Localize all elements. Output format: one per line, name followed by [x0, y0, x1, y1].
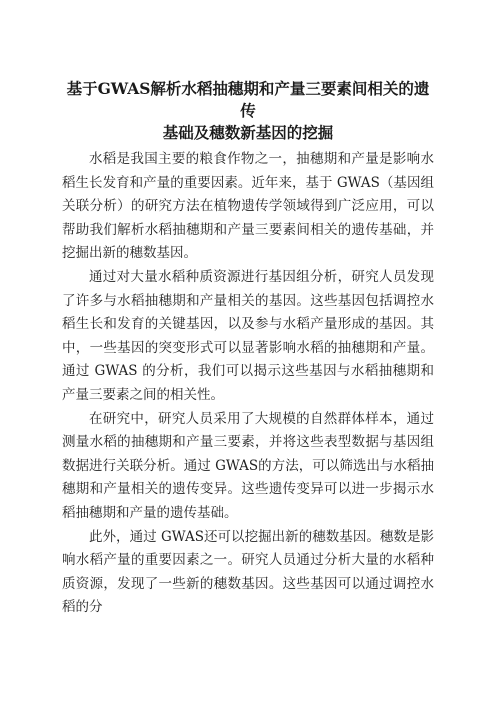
- title-line-1: 基于GWAS解析水稻抽穗期和产量三要素间相关的遗传: [66, 79, 430, 120]
- document-title: [60, 78, 436, 144]
- paragraph-3: 在研究中，研究人员采用了大规模的自然群体样本，通过测量水稻的抽穗期和产量三要素，并将这些表型数据与基因组数据进行关联分析。通过 GWAS的方法，可以筛选出与水稻抽穗期和产量相关的遗传变异。这些遗传变异可以进一步揭示水稻抽穗期和产量的遗传基础。: [62, 410, 434, 521]
- title-line-2: 基础及穗数新基因的挖掘: [162, 123, 334, 142]
- paragraph-4: 此外，通过 GWAS还可以挖掘出新的穗数基因。穗数是影响水稻产量的重要因素之一。研究人员通过分析大量的水稻种质资源，发现了一些新的穗数基因。这些基因可以通过调控水稻的分: [62, 528, 434, 616]
- paragraph-2: 通过对大量水稻种质资源进行基因组分析，研究人员发现了许多与水稻抽穗期和产量相关的基因。这些基因包括调控水稻生长和发育的关键基因，以及参与水稻产量形成的基因。其中，一些基因的突变形式可以显著影响水稻的抽穗期和产量。通过 GWAS 的分析，我们可以揭示这些基因与水稻抽穗期和产量三要素之间的相关性。: [62, 268, 434, 403]
- paragraph-1: 水稻是我国主要的粮食作物之一，抽穗期和产量是影响水稻生长发育和产量的重要因素。近年来，基于 GWAS（基因组关联分析）的研究方法在植物遗传学领域得到广泛应用，可以帮助我们解析水稻抽穗期和产量三要素间相关的遗传基础，并挖掘出新的穗数基因。: [62, 151, 434, 262]
- document-body: [62, 148, 434, 620]
